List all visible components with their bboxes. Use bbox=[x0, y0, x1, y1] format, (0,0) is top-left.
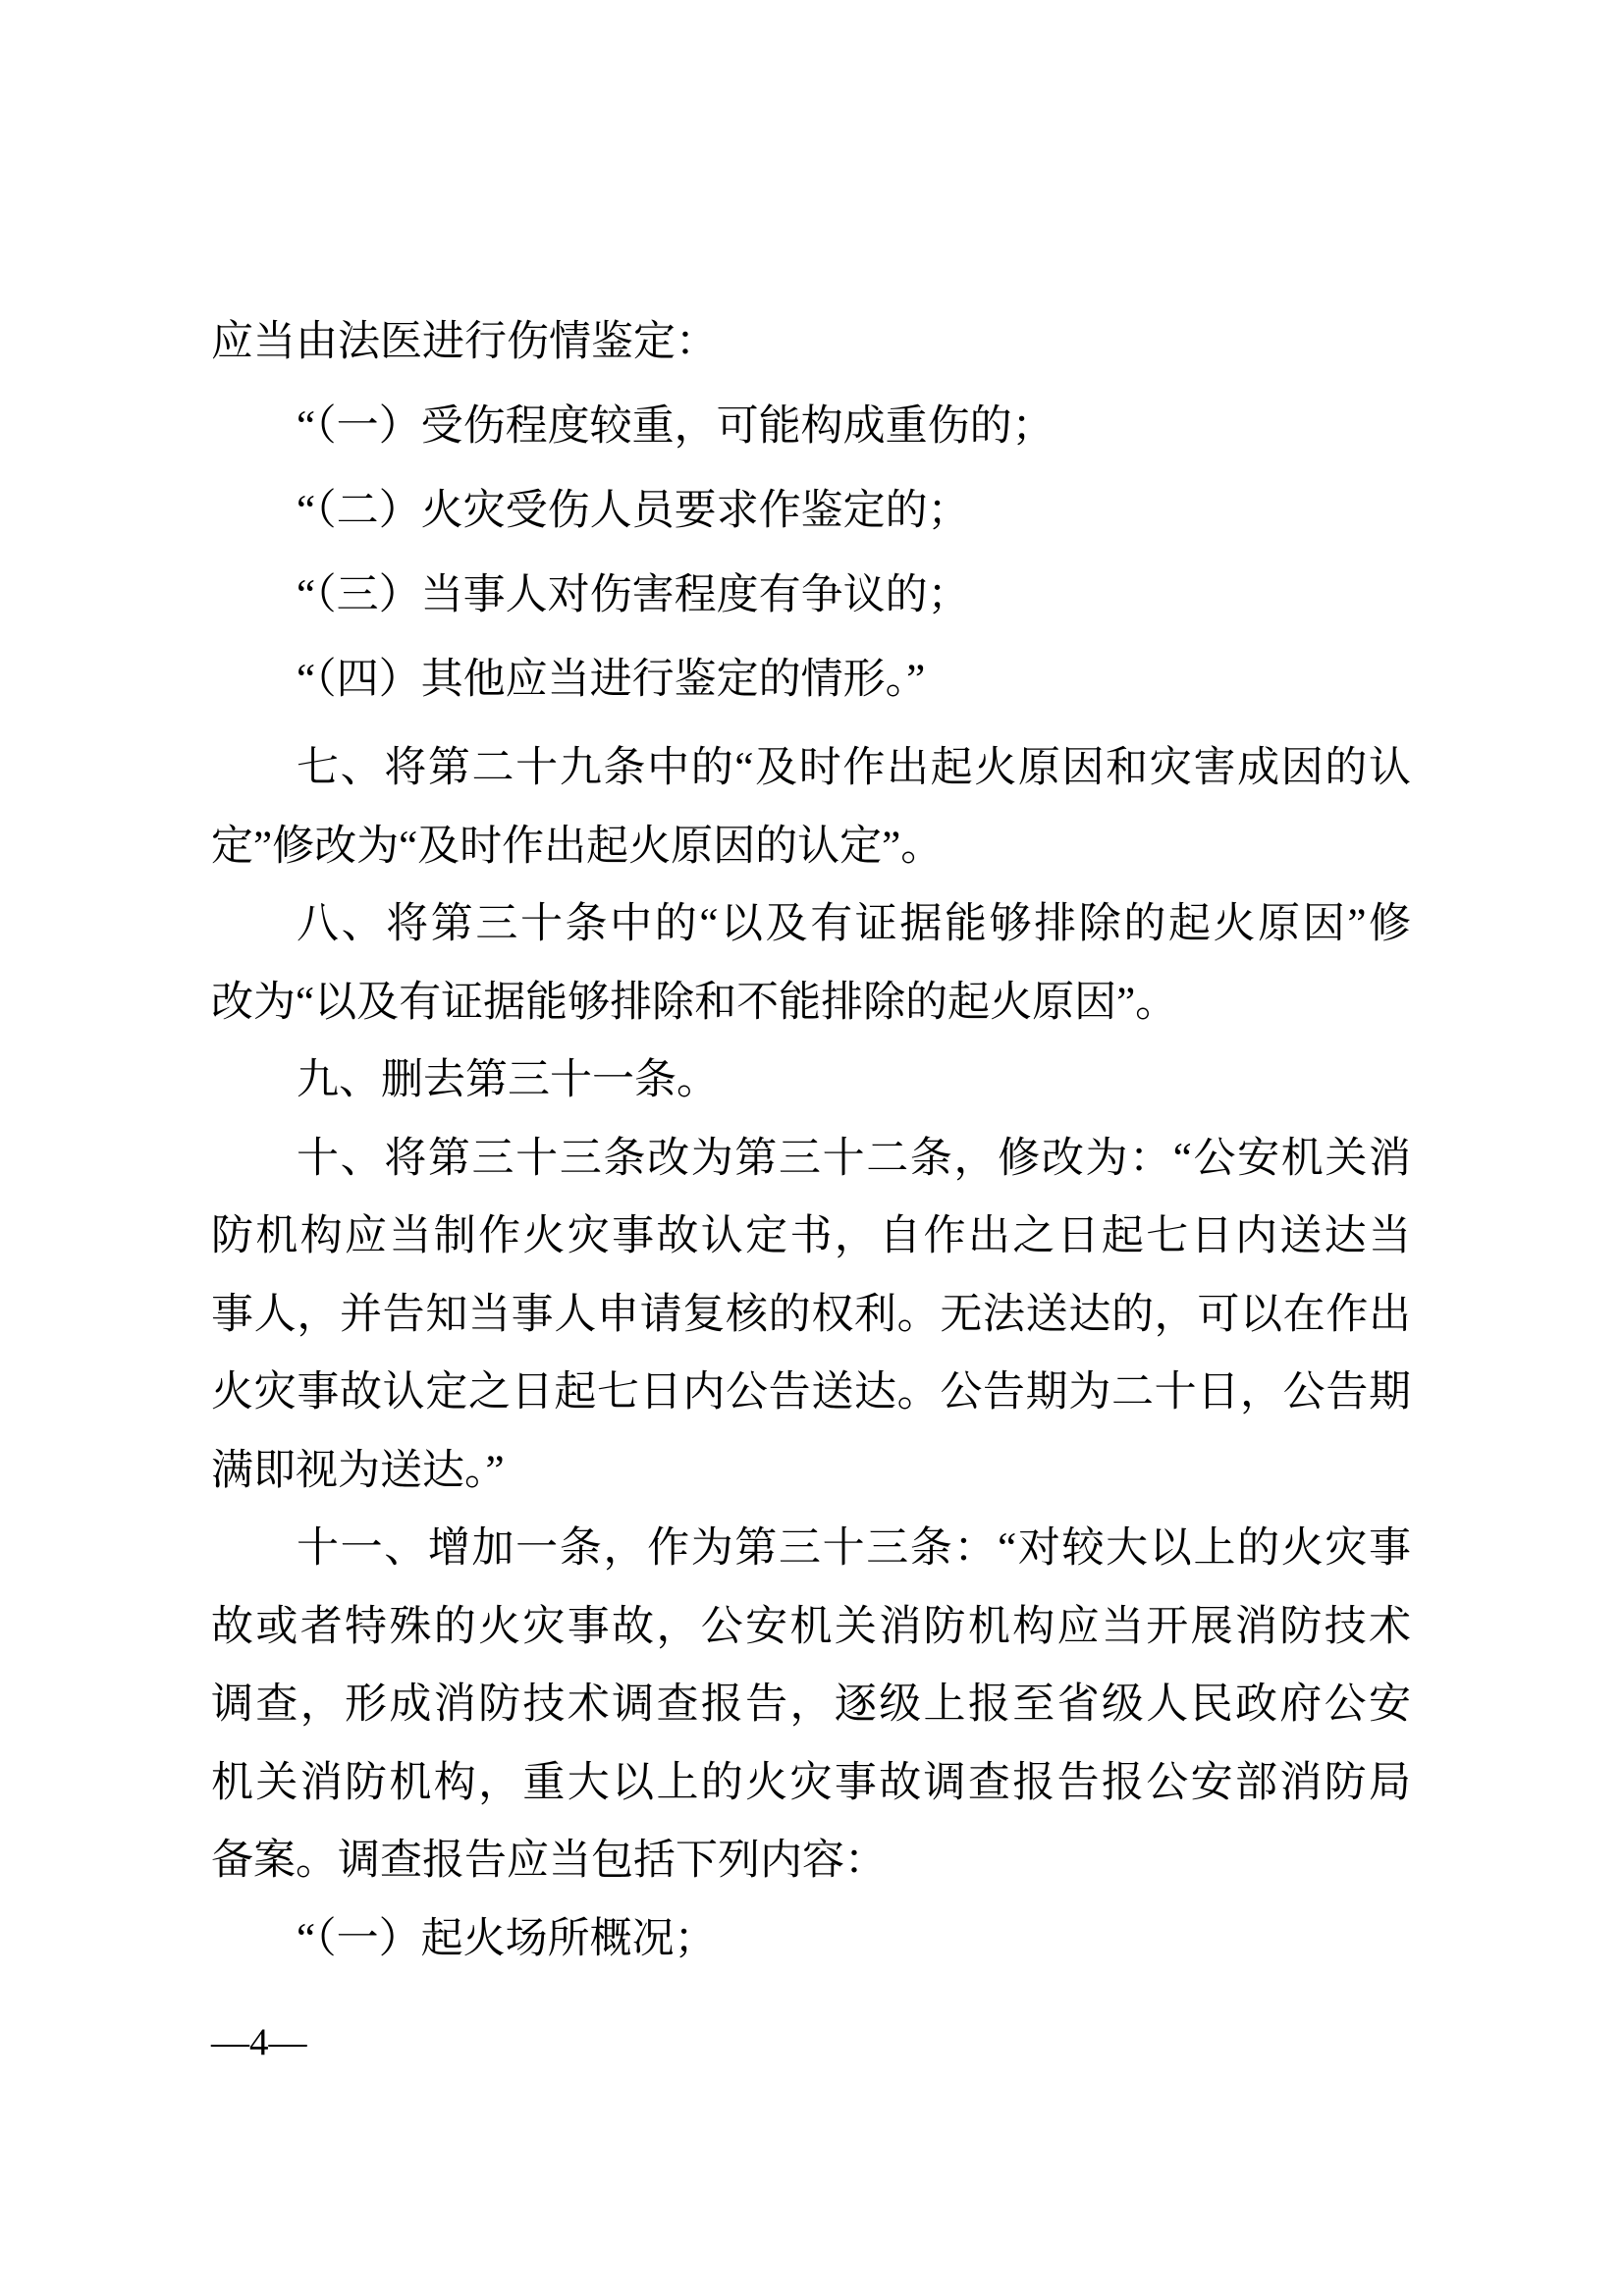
text-line: “（一）起火场所概况； bbox=[297, 1915, 717, 1962]
text-line: “（四）其他应当进行鉴定的情形。” bbox=[297, 657, 926, 703]
text-line: 火灾事故认定之日起七日内公告送达。公告期为二十日，公告期 bbox=[211, 1369, 1411, 1415]
text-line: “（三）当事人对伤害程度有争议的； bbox=[297, 572, 970, 618]
paragraph-block-main bbox=[211, 729, 1411, 1978]
text-line: 改为“以及有证据能够排除和不能排除的起火原因”。 bbox=[211, 979, 1178, 1026]
text-line: “（二）火灾受伤人员要求作鉴定的； bbox=[297, 488, 970, 534]
text-line: 防机构应当制作火灾事故认定书，自作出之日起七日内送达当 bbox=[211, 1213, 1411, 1259]
text-line: 故或者特殊的火灾事故，公安机关消防机构应当开展消防技术 bbox=[211, 1603, 1411, 1650]
text-line: 调查，形成消防技术调查报告，逐级上报至省级人民政府公安 bbox=[211, 1682, 1411, 1728]
text-line: 十一、增加一条，作为第三十三条：“对较大以上的火灾事 bbox=[297, 1525, 1411, 1572]
text-line: 机关消防机构，重大以上的火灾事故调查报告报公安部消防局 bbox=[211, 1759, 1411, 1806]
paragraph-block-top bbox=[211, 300, 1411, 722]
text-line: “（一）受伤程度较重，可能构成重伤的； bbox=[297, 403, 1055, 450]
text-line: 事人，并告知当事人申请复核的权利。无法送达的，可以在作出 bbox=[211, 1291, 1411, 1338]
text-line: 十、将第三十三条改为第三十二条，修改为：“公安机关消 bbox=[297, 1135, 1411, 1182]
text-line: 备案。调查报告应当包括下列内容： bbox=[211, 1838, 887, 1884]
text-line: 七、将第二十九条中的“及时作出起火原因和灾害成因的认 bbox=[297, 745, 1411, 791]
text-line: 应当由法医进行伤情鉴定： bbox=[211, 319, 718, 365]
text-line: 满即视为送达。” bbox=[211, 1447, 505, 1494]
text-line: 定”修改为“及时作出起火原因的认定”。 bbox=[211, 823, 944, 870]
text-line: 九、删去第三十一条。 bbox=[297, 1057, 719, 1103]
page-number: —4— bbox=[211, 2021, 307, 2063]
text-line: 八、将第三十条中的“以及有证据能够排除的起火原因”修 bbox=[297, 901, 1411, 947]
